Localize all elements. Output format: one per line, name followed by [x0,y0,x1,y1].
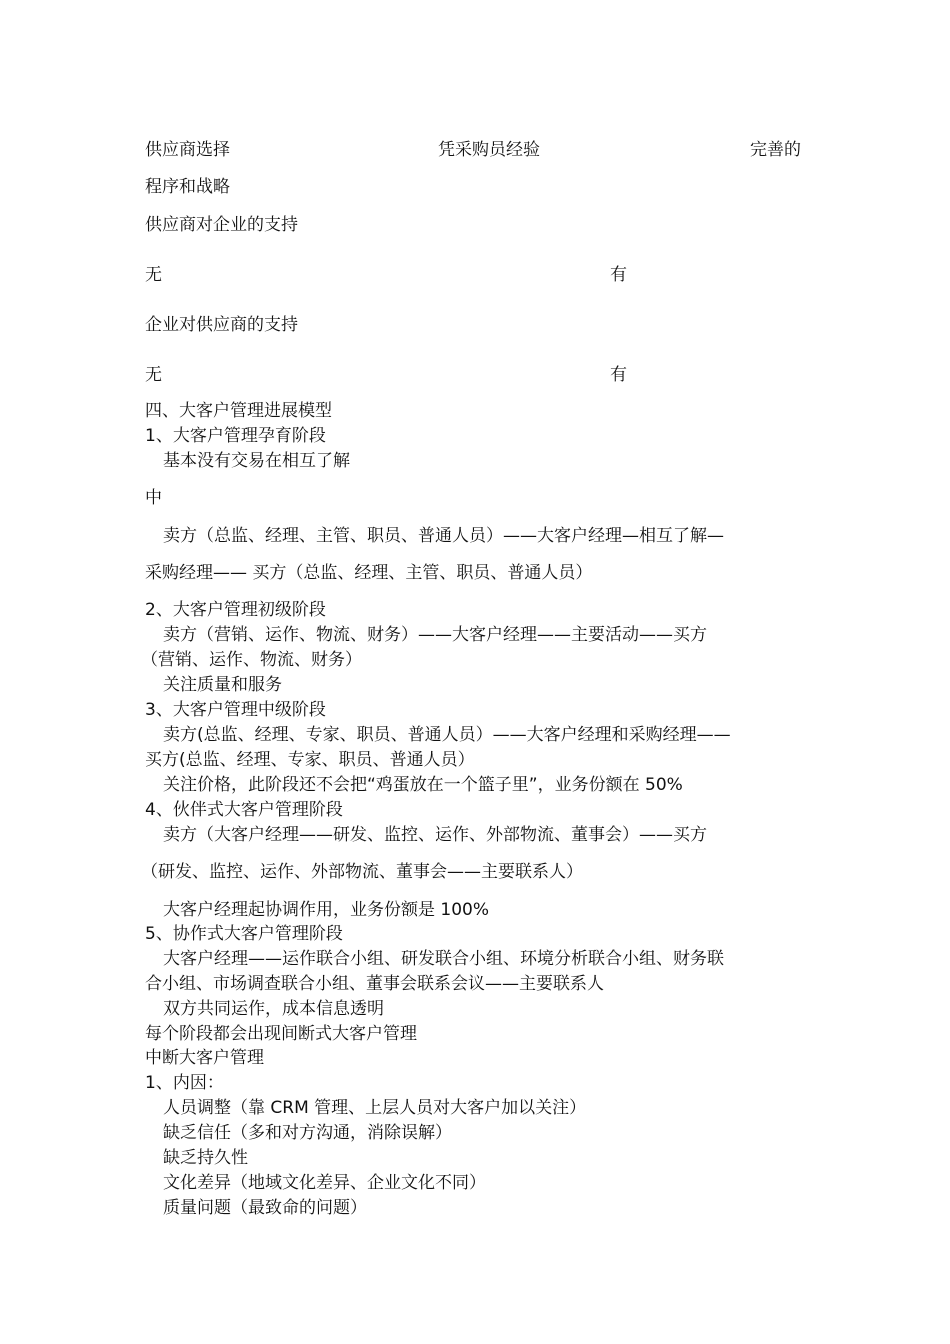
enterprise-support-label: 企业对供应商的支持 [145,315,298,335]
interrupt-subtitle: 1、内因： [145,1073,224,1093]
interrupt-item: 缺乏信任（多和对方沟通，消除误解） [163,1123,452,1143]
interrupt-item: 缺乏持久性 [163,1148,248,1168]
interrupt-title: 中断大客户管理 [145,1048,264,1068]
section-title: 四、大客户管理进展模型 [145,401,332,421]
stage5-title: 5、协作式大客户管理阶段 [145,924,343,944]
stage4-line1: 卖方（大客户经理——研发、监控、运作、外部物流、董事会）——买方 [163,825,707,845]
stage5-line2: 双方共同运作，成本信息透明 [163,999,384,1019]
stage3-line1-cont: 买方(总监、经理、专家、职员、普通人员） [145,750,475,770]
stage-note: 每个阶段都会出现间断式大客户管理 [145,1024,417,1044]
stage3-line2: 关注价格，此阶段还不会把“鸡蛋放在一个篮子里”，业务份额在 50% [163,775,683,795]
row1-col3: 完善的 [750,140,801,160]
stage1-title: 1、大客户管理孕育阶段 [145,426,326,446]
enterprise-support-left: 无 [145,365,162,385]
stage2-line1-cont: （营销、运作、物流、财务） [141,650,362,670]
supplier-support-left: 无 [145,265,162,285]
stage1-line2-cont: 采购经理—— 买方（总监、经理、主管、职员、普通人员） [145,563,593,583]
stage4-title: 4、伙伴式大客户管理阶段 [145,800,343,820]
stage4-line2: 大客户经理起协调作用，业务份额是 100% [163,900,490,920]
stage4-line1-cont: （研发、监控、运作、外部物流、董事会——主要联系人） [141,862,583,882]
row1-continuation: 程序和战略 [145,177,230,197]
stage2-line1: 卖方（营销、运作、物流、财务）——大客户经理——主要活动——买方 [163,625,707,645]
row1-col1: 供应商选择 [145,140,230,160]
stage1-line1: 基本没有交易在相互了解 [163,451,350,471]
stage2-title: 2、大客户管理初级阶段 [145,600,326,620]
stage3-title: 3、大客户管理中级阶段 [145,700,326,720]
enterprise-support-right: 有 [610,365,627,385]
stage1-line1-cont: 中 [145,488,162,508]
stage5-line1-cont: 合小组、市场调查联合小组、董事会联系会议——主要联系人 [145,974,604,994]
stage2-line2: 关注质量和服务 [163,675,282,695]
stage3-line1: 卖方(总监、经理、专家、职员、普通人员）——大客户经理和采购经理—— [163,725,731,745]
row1-col2: 凭采购员经验 [438,140,540,160]
supplier-support-label: 供应商对企业的支持 [145,215,298,235]
interrupt-item: 人员调整（靠 CRM 管理、上层人员对大客户加以关注） [163,1098,587,1118]
interrupt-item: 质量问题（最致命的问题） [163,1198,367,1218]
supplier-support-right: 有 [610,265,627,285]
stage1-line2: 卖方（总监、经理、主管、职员、普通人员）——大客户经理—相互了解— [163,526,724,546]
stage5-line1: 大客户经理——运作联合小组、研发联合小组、环境分析联合小组、财务联 [163,949,724,969]
interrupt-item: 文化差异（地域文化差异、企业文化不同） [163,1173,486,1193]
